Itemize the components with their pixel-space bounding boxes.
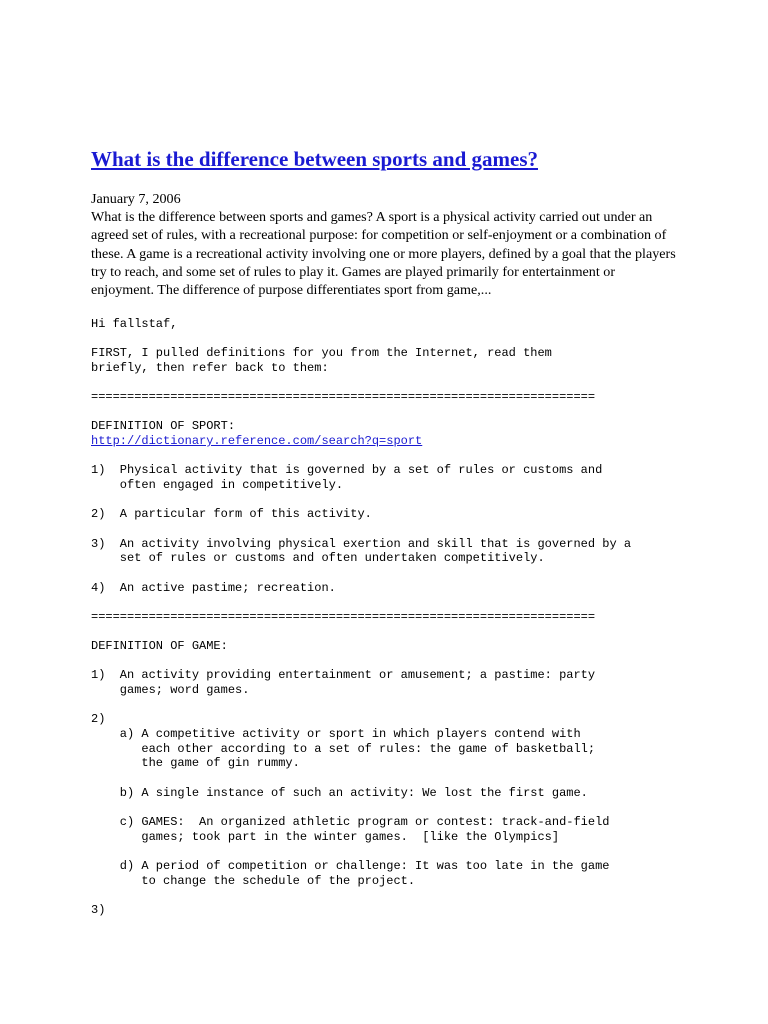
article-date: January 7, 2006 xyxy=(91,191,181,207)
sport-item-1-line-2: often engaged in competitively. xyxy=(91,478,344,492)
game-item-2a-line-2: each other according to a set of rules: the game of basketball; xyxy=(91,742,596,756)
article-summary: What is the difference between sports and games? A sport is a physical activity carried out under an agreed set of rules, with a recreational purpose: for competition or self-enjoyment or a combination of these. A game is a recreational activity involving one or more players, defined by a goal that the players try to reach, and some set of rules to play it. Games are played primarily for entertainment or enjoyment. The difference of purpose differentiates sport from game,... xyxy=(91,209,676,299)
intro-line-2: briefly, then refer back to them: xyxy=(91,361,329,375)
greeting: Hi fallstaf, xyxy=(91,317,178,331)
game-item-1-line-2: games; word games. xyxy=(91,683,250,697)
sport-item-1-line-1: 1) Physical activity that is governed by a set of rules or customs and xyxy=(91,463,603,477)
game-item-2a-line-1: a) A competitive activity or sport in which players contend with xyxy=(91,727,581,741)
game-item-2c-line-1: c) GAMES: An organized athletic program or contest: track-and-field xyxy=(91,815,610,829)
separator-line: ====================================================================== xyxy=(91,610,596,624)
intro-line-1: FIRST, I pulled definitions for you from the Internet, read them xyxy=(91,346,552,360)
game-item-2d-line-2: to change the schedule of the project. xyxy=(91,874,416,888)
game-item-2c-line-2: games; took part in the winter games. [like the Olympics] xyxy=(91,830,560,844)
sport-definition-link[interactable]: http://dictionary.reference.com/search?q=sport xyxy=(91,434,423,448)
separator-line: ====================================================================== xyxy=(91,390,596,404)
game-item-1-line-1: 1) An activity providing entertainment or amusement; a pastime: party xyxy=(91,668,596,682)
game-item-2a-line-3: the game of gin rummy. xyxy=(91,756,300,770)
sport-item-2: 2) A particular form of this activity. xyxy=(91,507,372,521)
sport-definition-heading: DEFINITION OF SPORT: xyxy=(91,419,236,433)
game-item-2b: b) A single instance of such an activity: We lost the first game. xyxy=(91,786,588,800)
article-title-link[interactable]: What is the difference between sports and games? xyxy=(91,147,538,171)
game-definition-heading: DEFINITION OF GAME: xyxy=(91,639,228,653)
sport-item-3-line-2: set of rules or customs and often undertaken competitively. xyxy=(91,551,545,565)
game-item-2d-line-1: d) A period of competition or challenge: It was too late in the game xyxy=(91,859,610,873)
game-item-3-number: 3) xyxy=(91,903,106,917)
sport-item-4: 4) An active pastime; recreation. xyxy=(91,581,336,595)
sport-item-3-line-1: 3) An activity involving physical exertion and skill that is governed by a xyxy=(91,537,632,551)
game-item-2-number: 2) xyxy=(91,712,106,726)
